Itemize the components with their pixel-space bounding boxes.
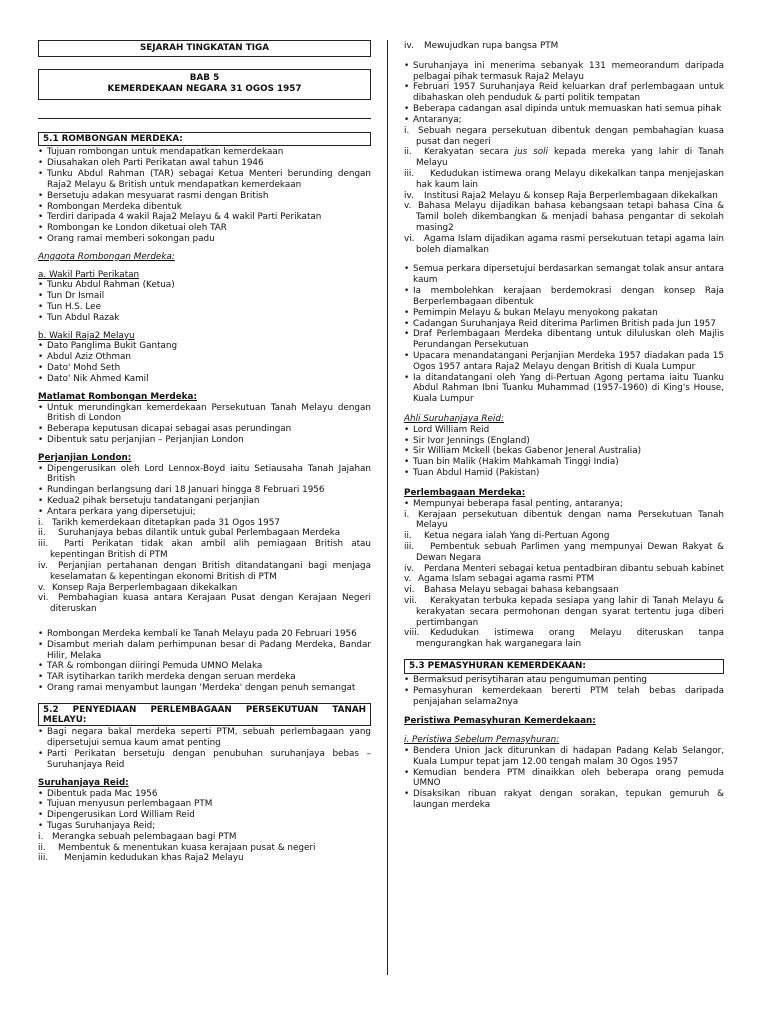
list-item: • Dibentuk pada Mac 1956 [38, 789, 371, 800]
list-item: • Bermaksud perisytiharan atau pengumuman penting [404, 675, 724, 686]
left-column [38, 40, 371, 864]
numbered-item [404, 574, 724, 585]
item-text: Menjamin kedudukan khas Raja2 Melayu [64, 853, 244, 864]
item-number: i. [404, 509, 410, 520]
list-item: • Ia ditandatangani oleh Yang di-Pertuan Agong pertama iaitu Tuanku Abdul Rahman Ibni Tuanku Muhammad (1957-1960) di King's House, Kuala Lumpur [404, 373, 724, 405]
numbered-item [38, 853, 371, 864]
item-text: Ketua negara ialah Yang di-Pertuan Agong [424, 531, 610, 542]
list-matlamat [38, 403, 371, 446]
list-perlembagaan [404, 499, 724, 510]
item-text: Parti Perikatan tidak akan ambil alih pemiagaan British atau kepentingan British di PTM [50, 539, 371, 561]
item-number: v. [404, 574, 412, 585]
list-item: • Dato' Mohd Seth [38, 363, 371, 374]
numbered-item [404, 531, 724, 542]
subheading-perlembagaan-merdeka: Perlembagaan Merdeka: [404, 487, 526, 498]
numbered-item [404, 564, 724, 575]
item-number: viii. [404, 628, 420, 639]
list-tugas-reid [38, 832, 371, 864]
item-text: Merangka sebuah pelembagaan bagi PTM [52, 831, 237, 842]
item-text-italic: jus soli [514, 147, 549, 158]
item-text: Kedudukan istimewa orang Melayu dikekalkan tanpa menjejaskan hak kaum lain [416, 168, 724, 190]
item-number: ii. [404, 147, 412, 158]
list-item: • Kemudian bendera PTM dinaikkan oleh beberapa orang pemuda UMNO [404, 768, 724, 790]
item-text: Agama Islam sebagai agama rasmi PTM [418, 574, 595, 585]
list-item: • Sir Ivor Jennings (England) [404, 436, 724, 447]
group-b-title: b. Wakil Raja2 Melayu [38, 330, 135, 341]
list-item: • Diusahakan oleh Parti Perikatan awal tahun 1946 [38, 158, 371, 169]
section-heading-5-2-line1: 5.2 PENYEDIAAN PERLEMBAGAAN PERSEKUTUAN TANAH [38, 703, 371, 717]
item-number: iv. [38, 560, 48, 571]
numbered-item [404, 191, 724, 202]
numbered-item [404, 41, 724, 52]
list-item: • Dato' Nik Ahmed Kamil [38, 374, 371, 385]
list-item: • Bersetuju adakan mesyuarat rasmi dengan British [38, 191, 371, 202]
list-item: • Upacara menandatangani Perjanjian Merdeka 1957 diadakan pada 15 Ogos 1957 antara Raja2 Melayu dengan British di Kuala Lumpur [404, 351, 724, 373]
list-perjanjian-perkara [38, 518, 371, 615]
item-number: iii. [38, 853, 49, 864]
numbered-item [38, 832, 371, 843]
list-perjanjian [38, 464, 371, 518]
item-text: Tarikh kemerdekaan ditetapkan pada 31 Ogos 1957 [52, 517, 280, 528]
list-item: • Rundingan berlangsung dari 18 Januari hingga 8 Februari 1956 [38, 485, 371, 496]
numbered-item [38, 843, 371, 854]
list-item: • Bagi negara bakal merdeka seperti PTM, sebuah perlembagaan yang dipersetujui semua kaum amat penting [38, 727, 371, 749]
item-number: vi. [38, 593, 49, 604]
list-wakil-perikatan [38, 280, 371, 323]
chapter-number: BAB 5 [189, 72, 220, 83]
subheading-matlamat: Matlamat Rombongan Merdeka: [38, 391, 197, 402]
item-text: Perdana Menteri sebagai ketua pentadbiran dibantu sebuah kabinet [424, 563, 724, 574]
item-text: Konsep Raja Berperlembagaan dikekalkan [52, 582, 238, 593]
list-item: • Antara perkara yang dipersetujui; [38, 507, 371, 518]
list-item: • Mempunyai beberapa fasal penting, antaranya; [404, 499, 724, 510]
chapter-box [38, 69, 371, 100]
list-item: • Tunku Abdul Rahman (Ketua) [38, 280, 371, 291]
item-text: kepada mereka yang lahir di Tanah Melayu [416, 147, 724, 169]
list-item: • Tujuan rombongan untuk mendapatkan kemerdekaan [38, 147, 371, 158]
numbered-item [404, 201, 724, 233]
numbered-item [404, 510, 724, 532]
numbered-item [404, 596, 724, 628]
item-number: iii. [38, 539, 49, 550]
numbered-item [38, 593, 371, 615]
list-item: • Tuan bin Malik (Hakim Mahkamah Tinggi India) [404, 457, 724, 468]
list-item: • Tujuan menyusun perlembagaan PTM [38, 799, 371, 810]
numbered-item [404, 234, 724, 256]
list-item: • Sir William Mckell (bekas Gabenor Jeneral Australia) [404, 446, 724, 457]
numbered-item [404, 147, 724, 169]
list-item: • Pemimpin Melayu & bukan Melayu menyokong pakatan [404, 308, 724, 319]
list-memorandum [404, 61, 724, 126]
list-item: • Tun Abdul Razak [38, 313, 371, 324]
item-number: i. [404, 125, 410, 136]
item-text: Bahasa Melayu sebagai bahasa kebangsaan [424, 585, 619, 596]
list-5-2 [38, 727, 371, 770]
list-item: • Februari 1957 Suruhanjaya Reid keluarkan draf perlembagaan untuk dibahaskan oleh penduduk & parti politik tempatan [404, 82, 724, 104]
horizontal-rule [38, 118, 371, 119]
list-item: • Tugas Suruhanjaya Reid; [38, 821, 371, 832]
item-number: ii. [38, 842, 46, 853]
list-item: • Dato Panglima Bukit Gantang [38, 341, 371, 352]
list-item: • Rombongan ke London diketuai oleh TAR [38, 223, 371, 234]
list-item: • Suruhanjaya ini menerima sebanyak 131 memeorandum daripada pelbagai pihak termasuk Raja2 Melayu [404, 61, 724, 83]
subheading-ahli-reid: Ahli Suruhanjaya Reid: [404, 414, 504, 424]
list-wakil-raja [38, 341, 371, 384]
list-fasal-penting [404, 510, 724, 651]
section-heading-5-2: MELAYU: [38, 715, 371, 727]
item-number: iv. [404, 190, 414, 201]
item-text: Suruhanjaya bebas dilantik untuk gubal Perlembagaan Merdeka [58, 528, 341, 539]
numbered-item [404, 126, 724, 148]
list-item: • Disaksikan ribuan rakyat dengan sorakan, tepukan gemuruh & laungan merdeka [404, 789, 724, 811]
item-text: Perjanjian pertahanan dengan British ditandatangani bagi menjaga keselamatan & kepentingan ekonomi British di PTM [50, 560, 371, 582]
list-5-1 [38, 147, 371, 244]
list-item: • Ia membolehkan kerajaan berdemokrasi dengan konsep Raja Berperlembagaan dibentuk [404, 286, 724, 308]
item-number: iv. [404, 41, 414, 51]
list-item: • TAR & rombongan diiringi Pemuda UMNO Melaka [38, 661, 371, 672]
list-ahli-reid [404, 425, 724, 479]
list-item: • Tunku Abdul Rahman (TAR) sebagai Ketua Menteri berunding dengan Raja2 Melayu & British untuk mendapatkan kemerdekaan [38, 169, 371, 191]
list-item: • Orang ramai memberi sokongan padu [38, 234, 371, 245]
item-text: Kerakyatan terbuka kepada sesiapa yang lahir di Tanah Melayu & kerakyatan secara permohonan dengan syarat tertentu juga diberi pertimbangan [416, 596, 724, 628]
section-heading-5-3: 5.3 PEMASYHURAN KEMERDEKAAN: [404, 659, 724, 674]
list-item: • Dibentuk satu perjanjian – Perjanjian London [38, 435, 371, 446]
list-item: • Semua perkara dipersetujui berdasarkan semangat tolak ansur antara kaum [404, 264, 724, 286]
list-item: • Abdul Aziz Othman [38, 352, 371, 363]
item-number: ii. [404, 531, 412, 542]
numbered-item [38, 528, 371, 539]
item-number: iii. [404, 541, 415, 552]
list-item: • Disambut meriah dalam perhimpunan besar di Padang Merdeka, Bandar Hilir, Melaka [38, 640, 371, 662]
subheading-suruhanjaya-reid: Suruhanjaya Reid: [38, 777, 129, 788]
numbered-item [38, 561, 371, 583]
list-item: • Bendera Union Jack diturunkan di hadapan Padang Kelab Selangor, Kuala Lumpur tepat jam 12.00 tengah malam 30 Ogos 1957 [404, 746, 724, 768]
numbered-item [404, 542, 724, 564]
item-number: ii. [38, 528, 46, 539]
list-item: • Untuk merundingkan kemerdekaan Persekutuan Tanah Melayu dengan British di London [38, 403, 371, 425]
list-item: • Beberapa keputusan dicapai sebagai asas perundingan [38, 424, 371, 435]
group-a-title: a. Wakil Parti Perikatan [38, 269, 140, 280]
list-item: • Terdiri daripada 4 wakil Raja2 Melayu & 4 wakil Parti Perikatan [38, 212, 371, 223]
list-item: • TAR isytiharkan tarikh merdeka dengan seruan merdeka [38, 672, 371, 683]
item-text: Institusi Raja2 Melayu & konsep Raja Berperlembagaan dikekalkan [424, 190, 718, 201]
item-number: i. [38, 831, 44, 842]
list-tugas-reid-cont [404, 41, 724, 52]
item-number: iv. [404, 563, 414, 574]
document-title: SEJARAH TINGKATAN TIGA [38, 40, 371, 57]
column-divider [387, 40, 388, 975]
numbered-item [404, 169, 724, 191]
list-item: • Tun Dr Ismail [38, 291, 371, 302]
subheading-anggota: Anggota Rombongan Merdeka: [38, 251, 175, 262]
item-text: Pembentuk sebuah Parlimen yang mempunyai Dewan Rakyat & Dewan Negara [416, 541, 724, 563]
list-item: • Lord William Reid [404, 425, 724, 436]
subheading-perjanjian-london: Perjanjian London: [38, 452, 132, 463]
list-item: • Tun H.S. Lee [38, 302, 371, 313]
numbered-item [38, 518, 371, 529]
list-item: • Parti Perikatan bersetuju dengan penubuhan suruhanjaya bebas – Suruhanjaya Reid [38, 749, 371, 771]
numbered-item [38, 539, 371, 561]
list-5-3 [404, 675, 724, 707]
item-text: Kerajaan persekutuan dibentuk dengan nama Persekutuan Tanah Melayu [416, 509, 724, 531]
numbered-item [38, 583, 371, 594]
item-text: Membentuk & menentukan kuasa kerajaan pusat & negeri [58, 842, 316, 853]
subheading-peristiwa: Peristiwa Pemasyhuran Kemerdekaan: [404, 716, 596, 727]
item-number: iii. [404, 168, 415, 179]
list-item: • Antaranya; [404, 115, 724, 126]
item-text: Sebuah negara persekutuan dibentuk dengan pembahagian kuasa pusat dan negeri [416, 125, 724, 147]
item-number: v. [38, 582, 46, 593]
list-item: • Tuan Abdul Hamid (Pakistan) [404, 468, 724, 479]
list-reid [38, 789, 371, 832]
item-text: Mewujudkan rupa bangsa PTM [424, 41, 559, 51]
list-item: • Draf Perlembagaan Merdeka dibentang untuk diluluskan oleh Majlis Perundangan Persekutuan [404, 329, 724, 351]
item-number: v. [404, 201, 412, 212]
list-item: • Rombongan Merdeka dibentuk [38, 202, 371, 213]
list-item: • Beberapa cadangan asal dipinda untuk memuaskan hati semua pihak [404, 104, 724, 115]
item-text: Pembahagian kuasa antara Kerajaan Pusat dengan Kerajaan Negeri diteruskan [50, 593, 371, 615]
item-text: Agama Islam dijadikan agama rasmi persekutuan tetapi agama lain boleh diamalkan [416, 233, 724, 255]
list-item: • Cadangan Suruhanjaya Reid diterima Parlimen British pada Jun 1957 [404, 319, 724, 330]
list-item: • Orang ramai menyambut laungan 'Merdeka' dengan penuh semangat [38, 683, 371, 694]
list-sebelum [404, 746, 724, 811]
list-item: • Kedua2 pihak bersetuju tandatangani perjanjian [38, 496, 371, 507]
list-item: • Dipengerusikan Lord William Reid [38, 810, 371, 821]
list-item: • Rombongan Merdeka kembali ke Tanah Melayu pada 20 Februari 1956 [38, 629, 371, 640]
item-number: vi. [404, 585, 415, 596]
numbered-item [404, 585, 724, 596]
item-text: Kedudukan istimewa orang Melayu diteruskan tanpa mengurangkan hak warganegara lain [416, 628, 724, 650]
item-number: vii. [404, 596, 417, 606]
item-number: vi. [404, 233, 415, 244]
numbered-item [404, 628, 724, 650]
list-antaranya [404, 126, 724, 256]
section-heading-5-1: 5.1 ROMBONGAN MERDEKA: [38, 132, 371, 147]
list-persetujuan [404, 264, 724, 405]
item-text: Bahasa Melayu dijadikan bahasa kebangsaan tetapi bahasa Cina & Tamil boleh dikembangkan & menjadi bahasa pengantar di sekolah masing2 [416, 201, 724, 233]
list-item: • Pemasyhuran kemerdekaan bererti PTM telah bebas daripada penjajahan selama2nya [404, 686, 724, 708]
item-number: i. [38, 517, 44, 528]
item-text: Kerakyatan secara [424, 147, 515, 158]
chapter-title: KEMERDEKAAN NEGARA 31 OGOS 1957 [107, 84, 302, 95]
right-column [404, 41, 724, 811]
list-item: • Dipengerusikan oleh Lord Lennox-Boyd iaitu Setiausaha Tanah Jajahan British [38, 464, 371, 486]
list-kembali [38, 629, 371, 694]
subheading-sebelum: i. Peristiwa Sebelum Pemasyhuran: [404, 735, 560, 746]
